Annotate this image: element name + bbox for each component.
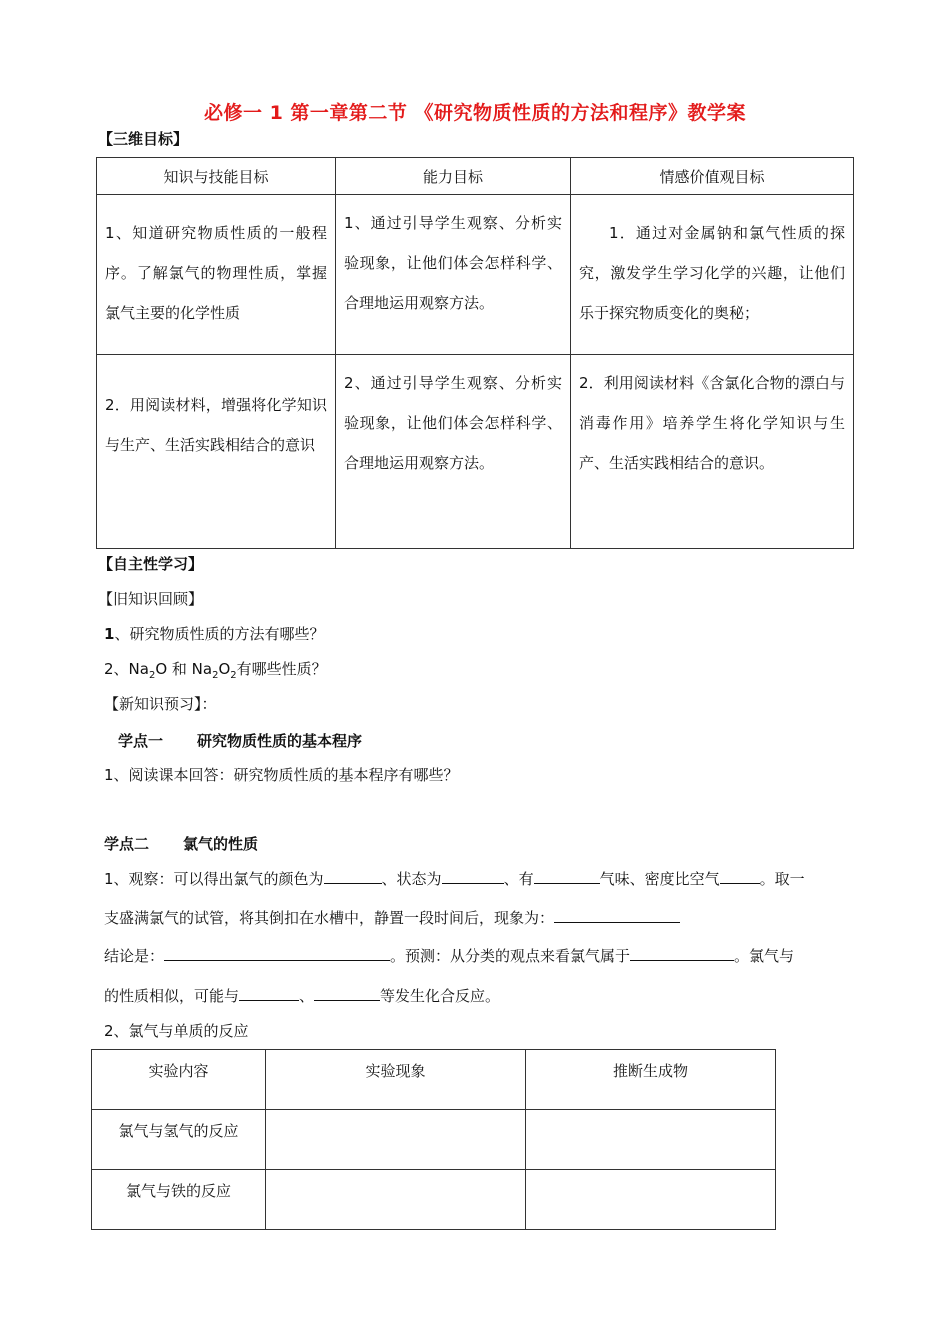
page-title: 必修一 1 第一章第二节 《研究物质性质的方法和程序》教学案	[203, 102, 747, 124]
obs-text-1: 1、观察：可以得出氯气的颜色为	[104, 870, 324, 888]
obs-text-3: 、有	[503, 870, 534, 888]
point-1-label: 学点一	[118, 732, 164, 750]
question-1	[104, 623, 324, 644]
reaction-product-2[interactable]	[526, 1170, 776, 1230]
self-study-heading: 【自主性学习】	[98, 555, 204, 573]
blank-state[interactable]	[442, 869, 504, 884]
conclusion-text-1: 结论是：	[104, 947, 165, 965]
conclusion-text-3: 。氯气与	[734, 947, 795, 965]
blank-color[interactable]	[324, 869, 382, 884]
conclusion-text-2: 。预测：从分类的观点来看氯气属于	[390, 947, 631, 965]
preview-heading: 【新知识预习】：	[104, 695, 217, 713]
q2-subscript-2: 2	[212, 670, 219, 681]
header-phenomenon: 实验现象	[266, 1050, 526, 1110]
blank-phenomenon[interactable]	[554, 908, 680, 923]
reaction-content-1: 氯气与氢气的反应	[92, 1110, 266, 1170]
goal-knowledge-1: 1、知道研究物质性质的一般程序。了解氯气的物理性质，掌握氯气主要的化学性质	[97, 195, 336, 355]
similarity-line	[104, 985, 500, 1006]
reaction-heading: 2、氯气与单质的反应	[104, 1022, 249, 1040]
q2-part-b: O 和 Na	[155, 660, 213, 678]
reaction-row-1	[92, 1110, 776, 1170]
similarity-text-3: 等发生化合反应。	[380, 987, 501, 1005]
question-1-text: 、研究物质性质的方法有哪些？	[114, 625, 325, 643]
goals-table-header	[97, 158, 854, 195]
blank-reactant-1[interactable]	[239, 986, 299, 1001]
blank-reactant-2[interactable]	[314, 986, 380, 1001]
observation-line-2	[104, 907, 680, 928]
q2-subscript-3: 2	[230, 670, 237, 681]
header-product: 推断生成物	[526, 1050, 776, 1110]
obs-text-4: 气味、密度比空气	[599, 870, 720, 888]
similarity-text-2: 、	[299, 987, 315, 1005]
review-heading: 【旧知识回顾】	[98, 590, 204, 608]
goal-emotion-1: 1．通过对金属钠和氯气性质的探究，激发学生学习化学的兴趣，让他们乐于探究物质变化的奥秘；	[571, 195, 854, 355]
point-2-heading	[104, 833, 258, 854]
goals-row-1	[97, 195, 854, 355]
reaction-table	[91, 1049, 776, 1230]
goals-table	[96, 157, 854, 549]
section-goals-heading: 【三维目标】	[98, 130, 189, 148]
point-1-question: 1、阅读课本回答：研究物质性质的基本程序有哪些？	[104, 766, 459, 784]
similarity-text-1: 的性质相似，可能与	[104, 987, 240, 1005]
q2-subscript-1: 2	[148, 670, 156, 681]
question-1-number: 1	[104, 625, 115, 643]
header-knowledge: 知识与技能目标	[97, 158, 336, 195]
obs-text-6: 支盛满氯气的试管，将其倒扣在水槽中，静置一段时间后，现象为：	[104, 909, 555, 927]
goal-knowledge-2: 2．用阅读材料，增强将化学知识与生产、生活实践相结合的意识	[97, 355, 336, 549]
header-ability: 能力目标	[336, 158, 571, 195]
question-2	[104, 658, 327, 681]
q2-part-a: 2、Na	[104, 660, 149, 678]
reaction-phenomenon-2[interactable]	[266, 1170, 526, 1230]
reaction-content-2: 氯气与铁的反应	[92, 1170, 266, 1230]
blank-density[interactable]	[720, 869, 760, 884]
reaction-row-2	[92, 1170, 776, 1230]
blank-conclusion[interactable]	[164, 946, 390, 961]
blank-classification[interactable]	[630, 946, 734, 961]
q2-part-d: 有哪些性质？	[236, 660, 327, 678]
point-2-label: 学点二	[104, 835, 150, 853]
goal-emotion-2: 2．利用阅读材料《含氯化合物的漂白与消毒作用》培养学生将化学知识与生产、生活实践相结合的意识。	[571, 355, 854, 549]
observation-line-1	[104, 868, 805, 889]
goal-ability-1: 1、通过引导学生观察、分析实验现象，让他们体会怎样科学、合理地运用观察方法。	[336, 195, 571, 355]
point-1-title: 研究物质性质的基本程序	[197, 732, 363, 750]
obs-text-5: 。取一	[759, 870, 805, 888]
header-emotion: 情感价值观目标	[571, 158, 854, 195]
header-content: 实验内容	[92, 1050, 266, 1110]
reaction-product-1[interactable]	[526, 1110, 776, 1170]
reaction-phenomenon-1[interactable]	[266, 1110, 526, 1170]
goals-row-2	[97, 355, 854, 549]
goal-ability-2: 2、通过引导学生观察、分析实验现象，让他们体会怎样科学、合理地运用观察方法。	[336, 355, 571, 549]
q2-part-c: O	[218, 660, 231, 678]
point-1-heading	[118, 730, 362, 751]
conclusion-line	[104, 945, 794, 966]
point-2-title: 氯气的性质	[183, 835, 259, 853]
reaction-table-header	[92, 1050, 776, 1110]
blank-odor[interactable]	[534, 869, 600, 884]
obs-text-2: 、状态为	[381, 870, 442, 888]
